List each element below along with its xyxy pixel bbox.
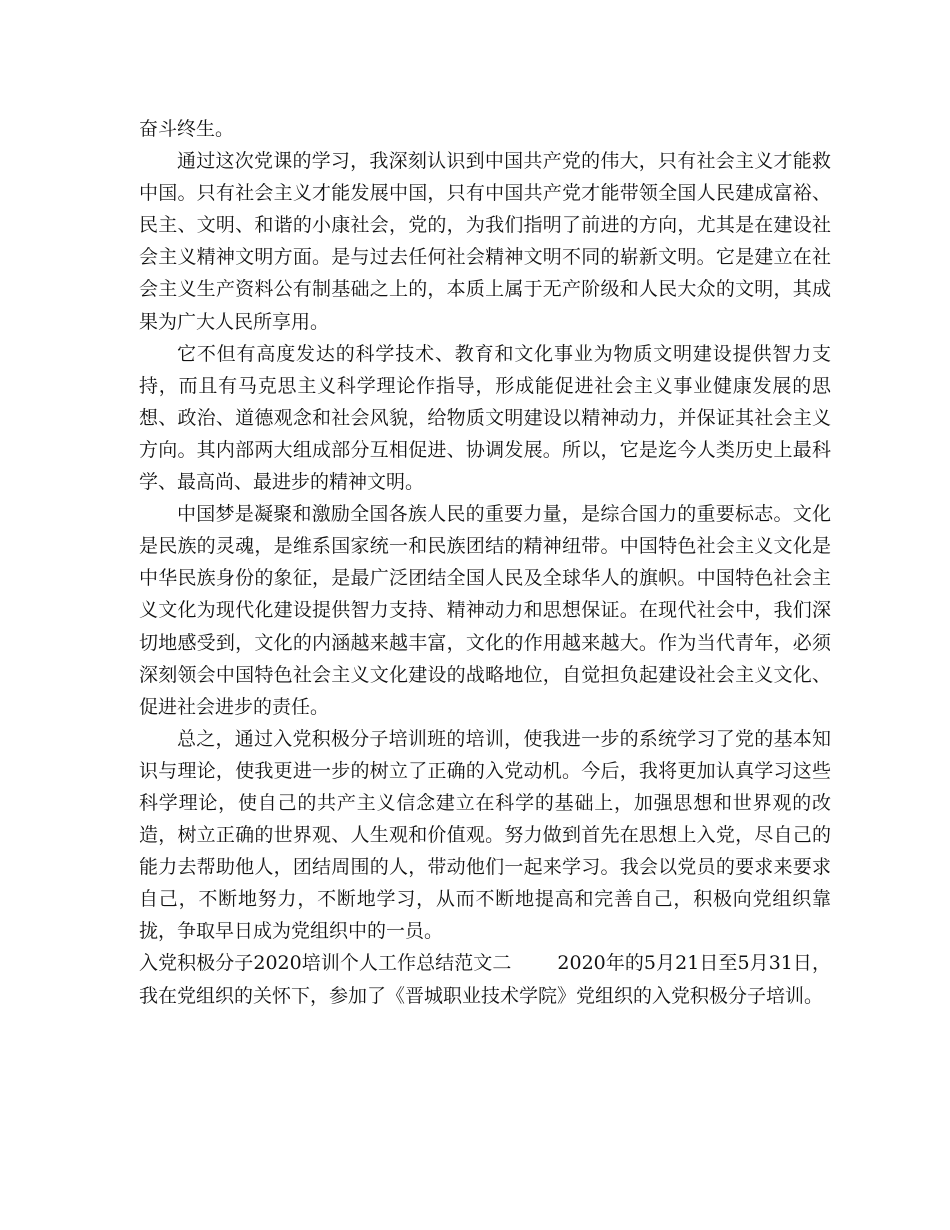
paragraph-continuation: 奋斗终生。: [139, 118, 235, 140]
section-lead: 2020年的5月21日至5月31日，我在党组织的关怀下，参加了《晋城职业技术学院》党组织的入党积极分子培训。: [139, 952, 831, 1007]
section-two-block: [139, 947, 831, 1011]
paragraph-chinese-dream: 中国梦是凝聚和激励全国各族人民的重要力量，是综合国力的重要标志。文化是民族的灵魂，是维系国家统一和民族团结的精神纽带。中国特色社会主义文化是中华民族身份的象征，是最广泛团结全国人民及全球华人的旗帜。中国特色社会主义文化为现代化建设提供智力支持、精神动力和思想保证。在现代社会中，我们深切地感受到，文化的内涵越来越丰富，文化的作用越来越大。作为当代青年，必须深刻领会中国特色社会主义文化建设的战略地位，自觉担负起建设社会主义文化、促进社会进步的责任。: [139, 503, 831, 718]
paragraph-conclusion: 总之，通过入党积极分子培训班的培训，使我进一步的系统学习了党的基本知识与理论，使我更进一步的树立了正确的入党动机。今后，我将更加认真学习这些科学理论，使自己的共产主义信念建立在科学的基础上，加强思想和世界观的改造，树立正确的世界观、人生观和价值观。努力做到首先在思想上入党，尽自己的能力去帮助他人，团结周围的人，带动他们一起来学习。我会以党员的要求来要求自己，不断地努力，不断地学习，从而不断地提高和完善自己，积极向党组织靠拢，争取早日成为党组织中的一员。: [139, 727, 831, 943]
section-title: 入党积极分子2020培训个人工作总结范文二: [139, 952, 512, 975]
paragraph-spiritual-civilization: 它不但有高度发达的科学技术、教育和文化事业为物质文明建设提供智力支持，而且有马克思主义科学理论作指导，形成能促进社会主义事业健康发展的思想、政治、道德观念和社会风貌，给物质文明建设以精神动力，并保证其社会主义方向。其内部两大组成部分互相促进、协调发展。所以，它是迄今人类历史上最科学、最高尚、最进步的精神文明。: [139, 342, 831, 494]
document-body: [139, 113, 831, 1012]
paragraph-party-lesson: 通过这次党课的学习，我深刻认识到中国共产党的伟大，只有社会主义才能救中国。只有社会主义才能发展中国，只有中国共产党才能带领全国人民建成富裕、民主、文明、和谐的小康社会，党的，为我们指明了前进的方向，尤其是在建设社会主义精神文明方面。是与过去任何社会精神文明不同的崭新文明。它是建立在社会主义生产资料公有制基础之上的，本质上属于无产阶级和人民大众的文明，其成果为广大人民所享用。: [139, 150, 831, 333]
